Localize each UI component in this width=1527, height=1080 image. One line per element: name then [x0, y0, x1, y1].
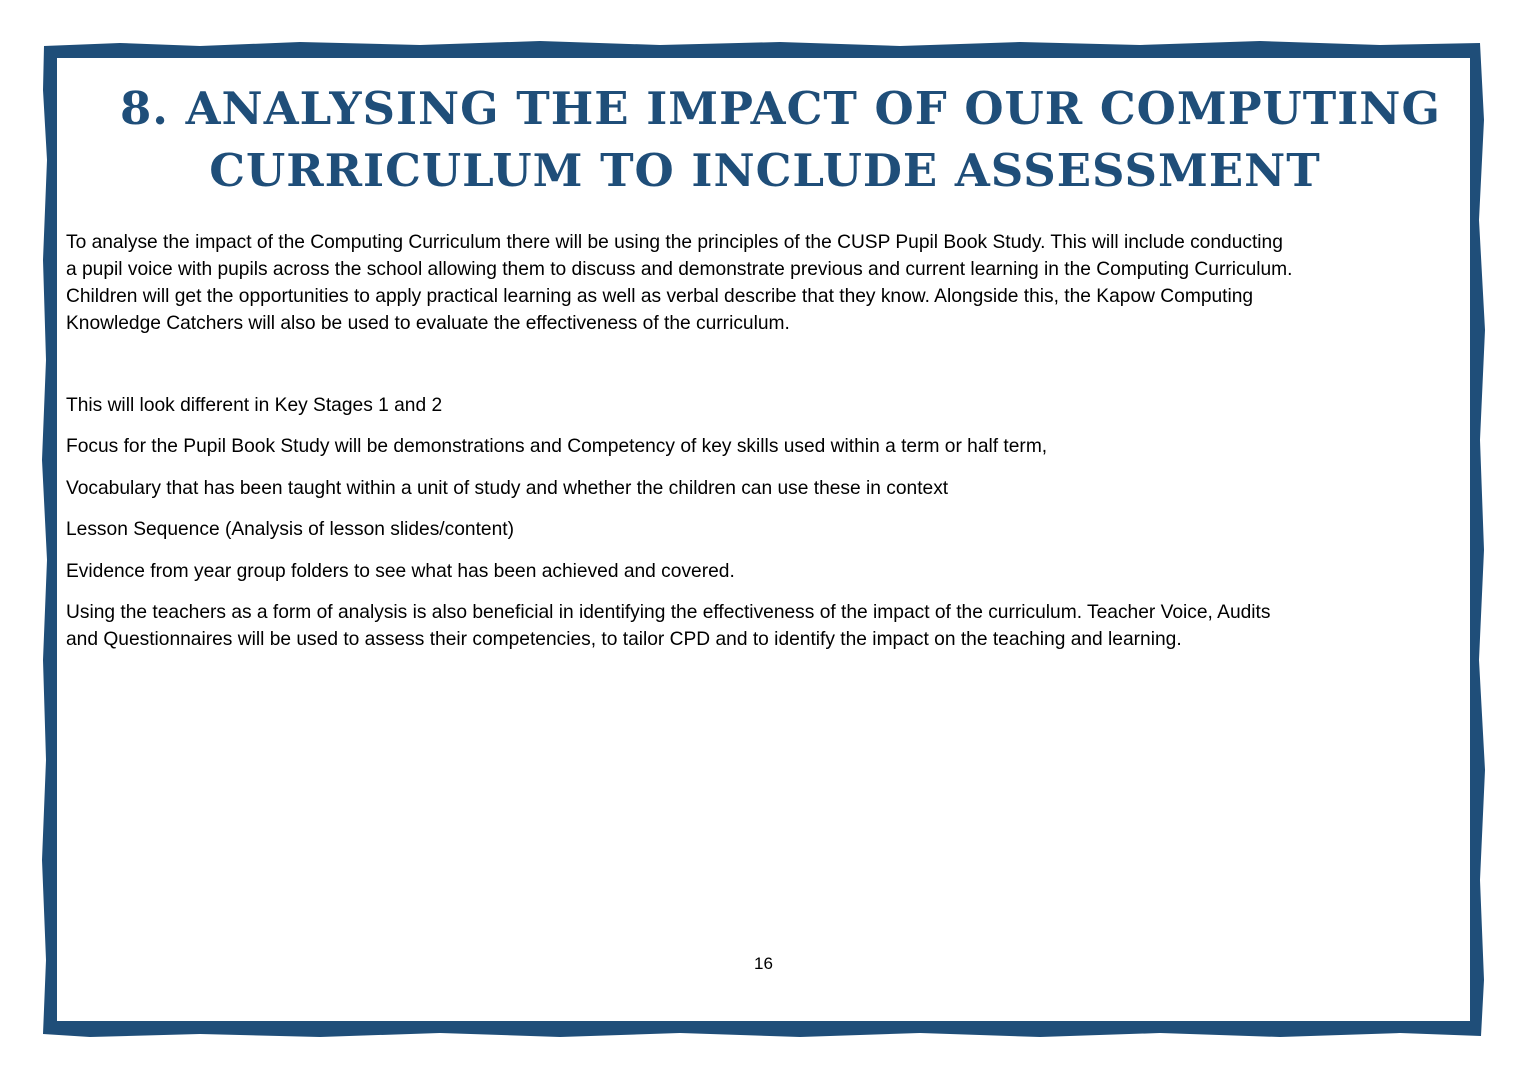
intro-line: To analyse the impact of the Computing Curriculum there will be using the principles of the CUSP Pupil Book Study. This will include conducting — [66, 232, 1283, 253]
page-title — [120, 78, 1441, 202]
intro-line: a pupil voice with pupils across the school allowing them to discuss and demonstrate previous and current learning in the Computing Curriculum. — [66, 259, 1293, 280]
vocabulary-paragraph: Vocabulary that has been taught within a unit of study and whether the children can use these in context — [66, 478, 949, 499]
page-number: 16 — [754, 954, 773, 973]
focus-paragraph: Focus for the Pupil Book Study will be demonstrations and Competency of key skills used within a term or half term, — [66, 436, 1048, 457]
teachers-line: and Questionnaires will be used to assess their competencies, to tailor CPD and to identify the impact on the teaching and learning. — [66, 629, 1182, 650]
key-stages-paragraph: This will look different in Key Stages 1 and 2 — [66, 395, 443, 416]
teachers-paragraph — [66, 599, 1270, 653]
evidence-paragraph: Evidence from year group folders to see what has been achieved and covered. — [66, 561, 735, 582]
intro-line: Children will get the opportunities to apply practical learning as well as verbal describe that they know. Alongside this, the Kapow Computing — [66, 286, 1254, 307]
lesson-sequence-paragraph: Lesson Sequence (Analysis of lesson slides/content) — [66, 519, 514, 540]
teachers-line: Using the teachers as a form of analysis is also beneficial in identifying the effectiveness of the impact of the curriculum. Teacher Voice, Audits — [66, 602, 1271, 623]
body-content — [66, 229, 1466, 650]
intro-paragraph — [66, 229, 1466, 337]
page-title-line-2: CURRICULUM TO INCLUDE ASSESSMENT — [209, 144, 1321, 197]
page-title-line-1: 8. ANALYSING THE IMPACT OF OUR COMPUTING — [120, 82, 1441, 135]
intro-line: Knowledge Catchers will also be used to evaluate the effectiveness of the curriculum. — [66, 313, 790, 334]
